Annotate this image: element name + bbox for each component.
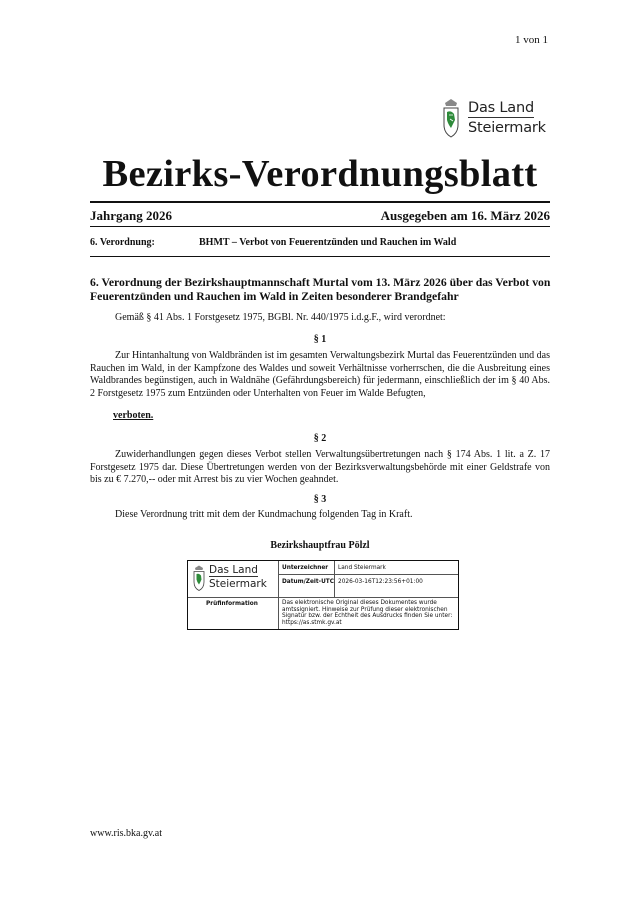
verification-text: Das elektronische Original dieses Dokumentes wurde amtssigniert. Hinweise zur Prüfung dieser elektronischen Signatur bzw. der Echtheit des Ausdrucks finden Sie unter: https://as.stmk.gv.at (282, 600, 453, 626)
styria-crest-icon (193, 565, 205, 591)
section-3-label: § 3 (313, 494, 327, 505)
ordinance-short-title: BHMT – Verbot von Feuerentzünden und Rauchen im Wald (199, 237, 457, 248)
logo-line-2: Steiermark (468, 120, 546, 136)
page-title: Bezirks-Verordnungsblatt (102, 153, 538, 195)
section-1-text: Zur Hintanhaltung von Waldbränden ist im gesamten Verwaltungsbezirk Murtal das Feuerentzünden und das Rauchen im Wald, in der Kampfzone des Waldes und soweit Verhältnisse vorherrschen, die die Ausbreitung eines Waldbrandes begünstigen, auch in Waldnähe (Gefährdungsbereich) für jedermann, einschließlich der im § 40 Abs. 2 Forstgesetz 1975 zum Entzünden oder Unterhalten von Feuer im Walde Befugten, (90, 350, 550, 399)
divider (90, 256, 550, 257)
issue-date: Ausgegeben am 16. März 2026 (380, 208, 550, 223)
signer-label: Unterzeichner (282, 565, 329, 571)
section-3-text: Diese Verordnung tritt mit dem der Kundmachung folgenden Tag in Kraft. (115, 509, 413, 520)
signature-box (187, 560, 459, 630)
divider (90, 226, 550, 227)
signature-logo-line-2: Steiermark (209, 578, 267, 590)
preamble: Gemäß § 41 Abs. 1 Forstgesetz 1975, BGBl. Nr. 440/1975 i.d.g.F., wird verordnet: (115, 312, 446, 323)
state-logo (442, 98, 552, 142)
signature-logo-line-1: Das Land (209, 564, 258, 576)
signature-logo (188, 561, 278, 597)
ordinance-number: 6. Verordnung: (90, 237, 155, 248)
ordinance-heading: 6. Verordnung der Bezirkshauptmannschaft Murtal vom 13. März 2026 über das Verbot von Feuerentzünden und Rauchen im Wald in Zeiten besonderer Brandgefahr (90, 276, 551, 303)
section-2-label: § 2 (313, 433, 327, 444)
logo-line-1: Das Land (468, 100, 534, 116)
signer-value: Land Steiermark (338, 565, 386, 571)
page-number: 1 von 1 (515, 34, 548, 46)
divider (90, 201, 550, 203)
verification-label: Prüfinformation (206, 601, 258, 607)
datetime-label: Datum/Zeit-UTC (282, 579, 334, 585)
verboten: verboten. (113, 410, 154, 421)
signer: Bezirkshauptfrau Pölzl (270, 540, 370, 551)
footer-url: www.ris.bka.gv.at (90, 828, 163, 839)
styria-crest-icon (442, 98, 460, 138)
section-1-label: § 1 (313, 334, 327, 345)
section-2-text: Zuwiderhandlungen gegen dieses Verbot stellen Verwaltungsübertretungen nach § 174 Abs. 1 lit. a Z. 17 Forstgesetz 1975 dar. Diese Übertretungen werden von der Bezirksverwaltungsbehörde mit einer Geldstrafe von bis zu € 7.270,-- oder mit Arrest bis zu vier Wochen geahndet. (90, 449, 550, 485)
jahrgang: Jahrgang 2026 (90, 208, 172, 223)
datetime-value: 2026-03-16T12:23:56+01:00 (338, 579, 423, 585)
